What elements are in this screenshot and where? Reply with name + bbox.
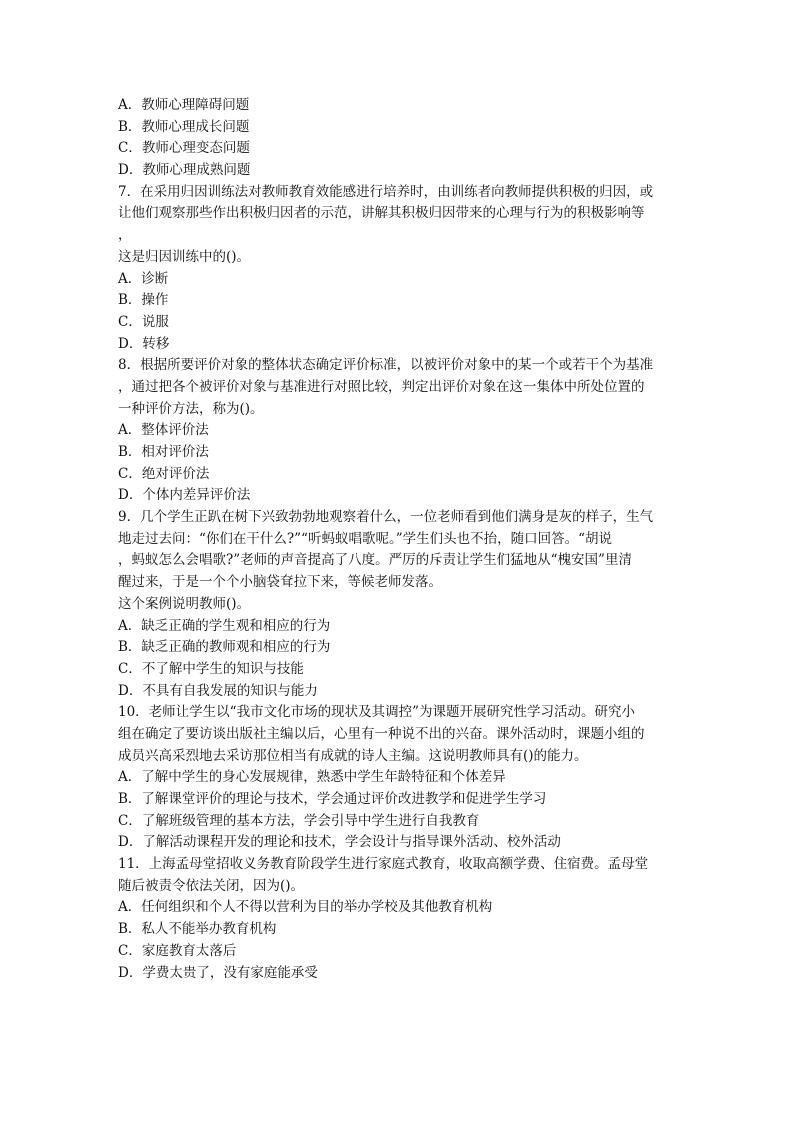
option-line: D．了解活动课程开发的理论和技术，学会设计与指导课外活动、校外活动 bbox=[118, 834, 561, 851]
question-line: 随后被责令依法关闭，因为()。 bbox=[118, 877, 305, 894]
question-line: ，通过把各个被评价对象与基准进行对照比较，判定出评价对象在这一集体中所处位置的 bbox=[118, 378, 645, 395]
question-line: 醒过来，于是一个个小脑袋耷拉下来，等候老师发落。 bbox=[118, 574, 442, 591]
option-line: C．不了解中学生的知识与技能 bbox=[118, 660, 304, 677]
option-line: D．转移 bbox=[118, 335, 170, 352]
option-line: B．私人不能举办教育机构 bbox=[118, 921, 277, 938]
exam-text-body bbox=[118, 95, 678, 984]
question-line: 组在确定了要访谈出版社主编以后，心里有一种说不出的兴奋。课外活动时，课题小组的 bbox=[118, 725, 645, 742]
option-line: B．操作 bbox=[118, 292, 169, 309]
option-line: B．相对评价法 bbox=[118, 444, 209, 460]
question-line: 10．老师让学生以“我市文化市场的现状及其调控”为课题开展研究性学习活动。研究小 bbox=[118, 704, 635, 721]
question-line: 7．在采用归因训练法对教师教育效能感进行培养时，由训练者向教师提供积极的归因，或 bbox=[118, 183, 654, 200]
question-line: 这是归因训练中的()。 bbox=[118, 248, 251, 265]
question-line: 地走过去问：“你们在干什么?”“听蚂蚁唱歌呢。”学生们头也不抬，随口回答。“胡说 bbox=[118, 530, 612, 547]
option-line: C．教师心理变态问题 bbox=[118, 140, 250, 157]
question-line: 9．几个学生正趴在树下兴致勃勃地观察着什么，一位老师看到他们满身是灰的样子，生气 bbox=[118, 509, 654, 526]
question-line: 让他们观察那些作出积极归因者的示范，讲解其积极归因带来的心理与行为的积极影响等 bbox=[118, 205, 645, 222]
question-line: 11．上海孟母堂招收义务教育阶段学生进行家庭式教育，收取高额学费、住宿费。孟母堂 bbox=[118, 856, 649, 873]
option-line: D．个体内差异评价法 bbox=[118, 487, 251, 504]
option-line: A．缺乏正确的学生观和相应的行为 bbox=[118, 617, 331, 634]
option-line: B．了解课堂评价的理论与技术，学会通过评价改进教学和促进学生学习 bbox=[118, 791, 547, 807]
question-line: 这个案例说明教师()。 bbox=[118, 595, 251, 612]
option-line: C．家庭教育太落后 bbox=[118, 942, 237, 959]
option-line: D．学费太贵了，没有家庭能承受 bbox=[118, 964, 318, 981]
option-line: A．诊断 bbox=[118, 270, 169, 287]
question-line: 成员兴高采烈地去采访那位相当有成就的诗人主编。这说明教师具有()的能力。 bbox=[118, 747, 588, 764]
question-line: 8．根据所要评价对象的整体状态确定评价标准，以被评价对象中的某一个或若干个为基准 bbox=[118, 357, 654, 374]
question-line: ， bbox=[118, 227, 132, 244]
option-line: A．了解中学生的身心发展规律，熟悉中学生年龄特征和个体差异 bbox=[118, 769, 506, 786]
option-line: D．教师心理成熟问题 bbox=[118, 162, 251, 179]
option-line: C．了解班级管理的基本方法，学会引导中学生进行自我教育 bbox=[118, 812, 480, 829]
question-line: 一种评价方法，称为()。 bbox=[118, 400, 264, 417]
option-line: C．绝对评价法 bbox=[118, 465, 210, 482]
option-line: A．教师心理障碍问题 bbox=[118, 97, 250, 113]
question-line: ，蚂蚁怎么会唱歌?”老师的声音提高了八度。严厉的斥责让学生们猛地从“槐安国”里清 bbox=[118, 552, 632, 569]
option-line: D．不具有自我发展的知识与能力 bbox=[118, 682, 318, 699]
option-line: B．教师心理成长问题 bbox=[118, 118, 250, 135]
option-line: C．说服 bbox=[118, 313, 169, 330]
option-line: B．缺乏正确的教师观和相应的行为 bbox=[118, 639, 331, 656]
option-line: A．任何组织和个人不得以营利为目的举办学校及其他教育机构 bbox=[118, 899, 493, 916]
option-line: A．整体评价法 bbox=[118, 422, 209, 439]
